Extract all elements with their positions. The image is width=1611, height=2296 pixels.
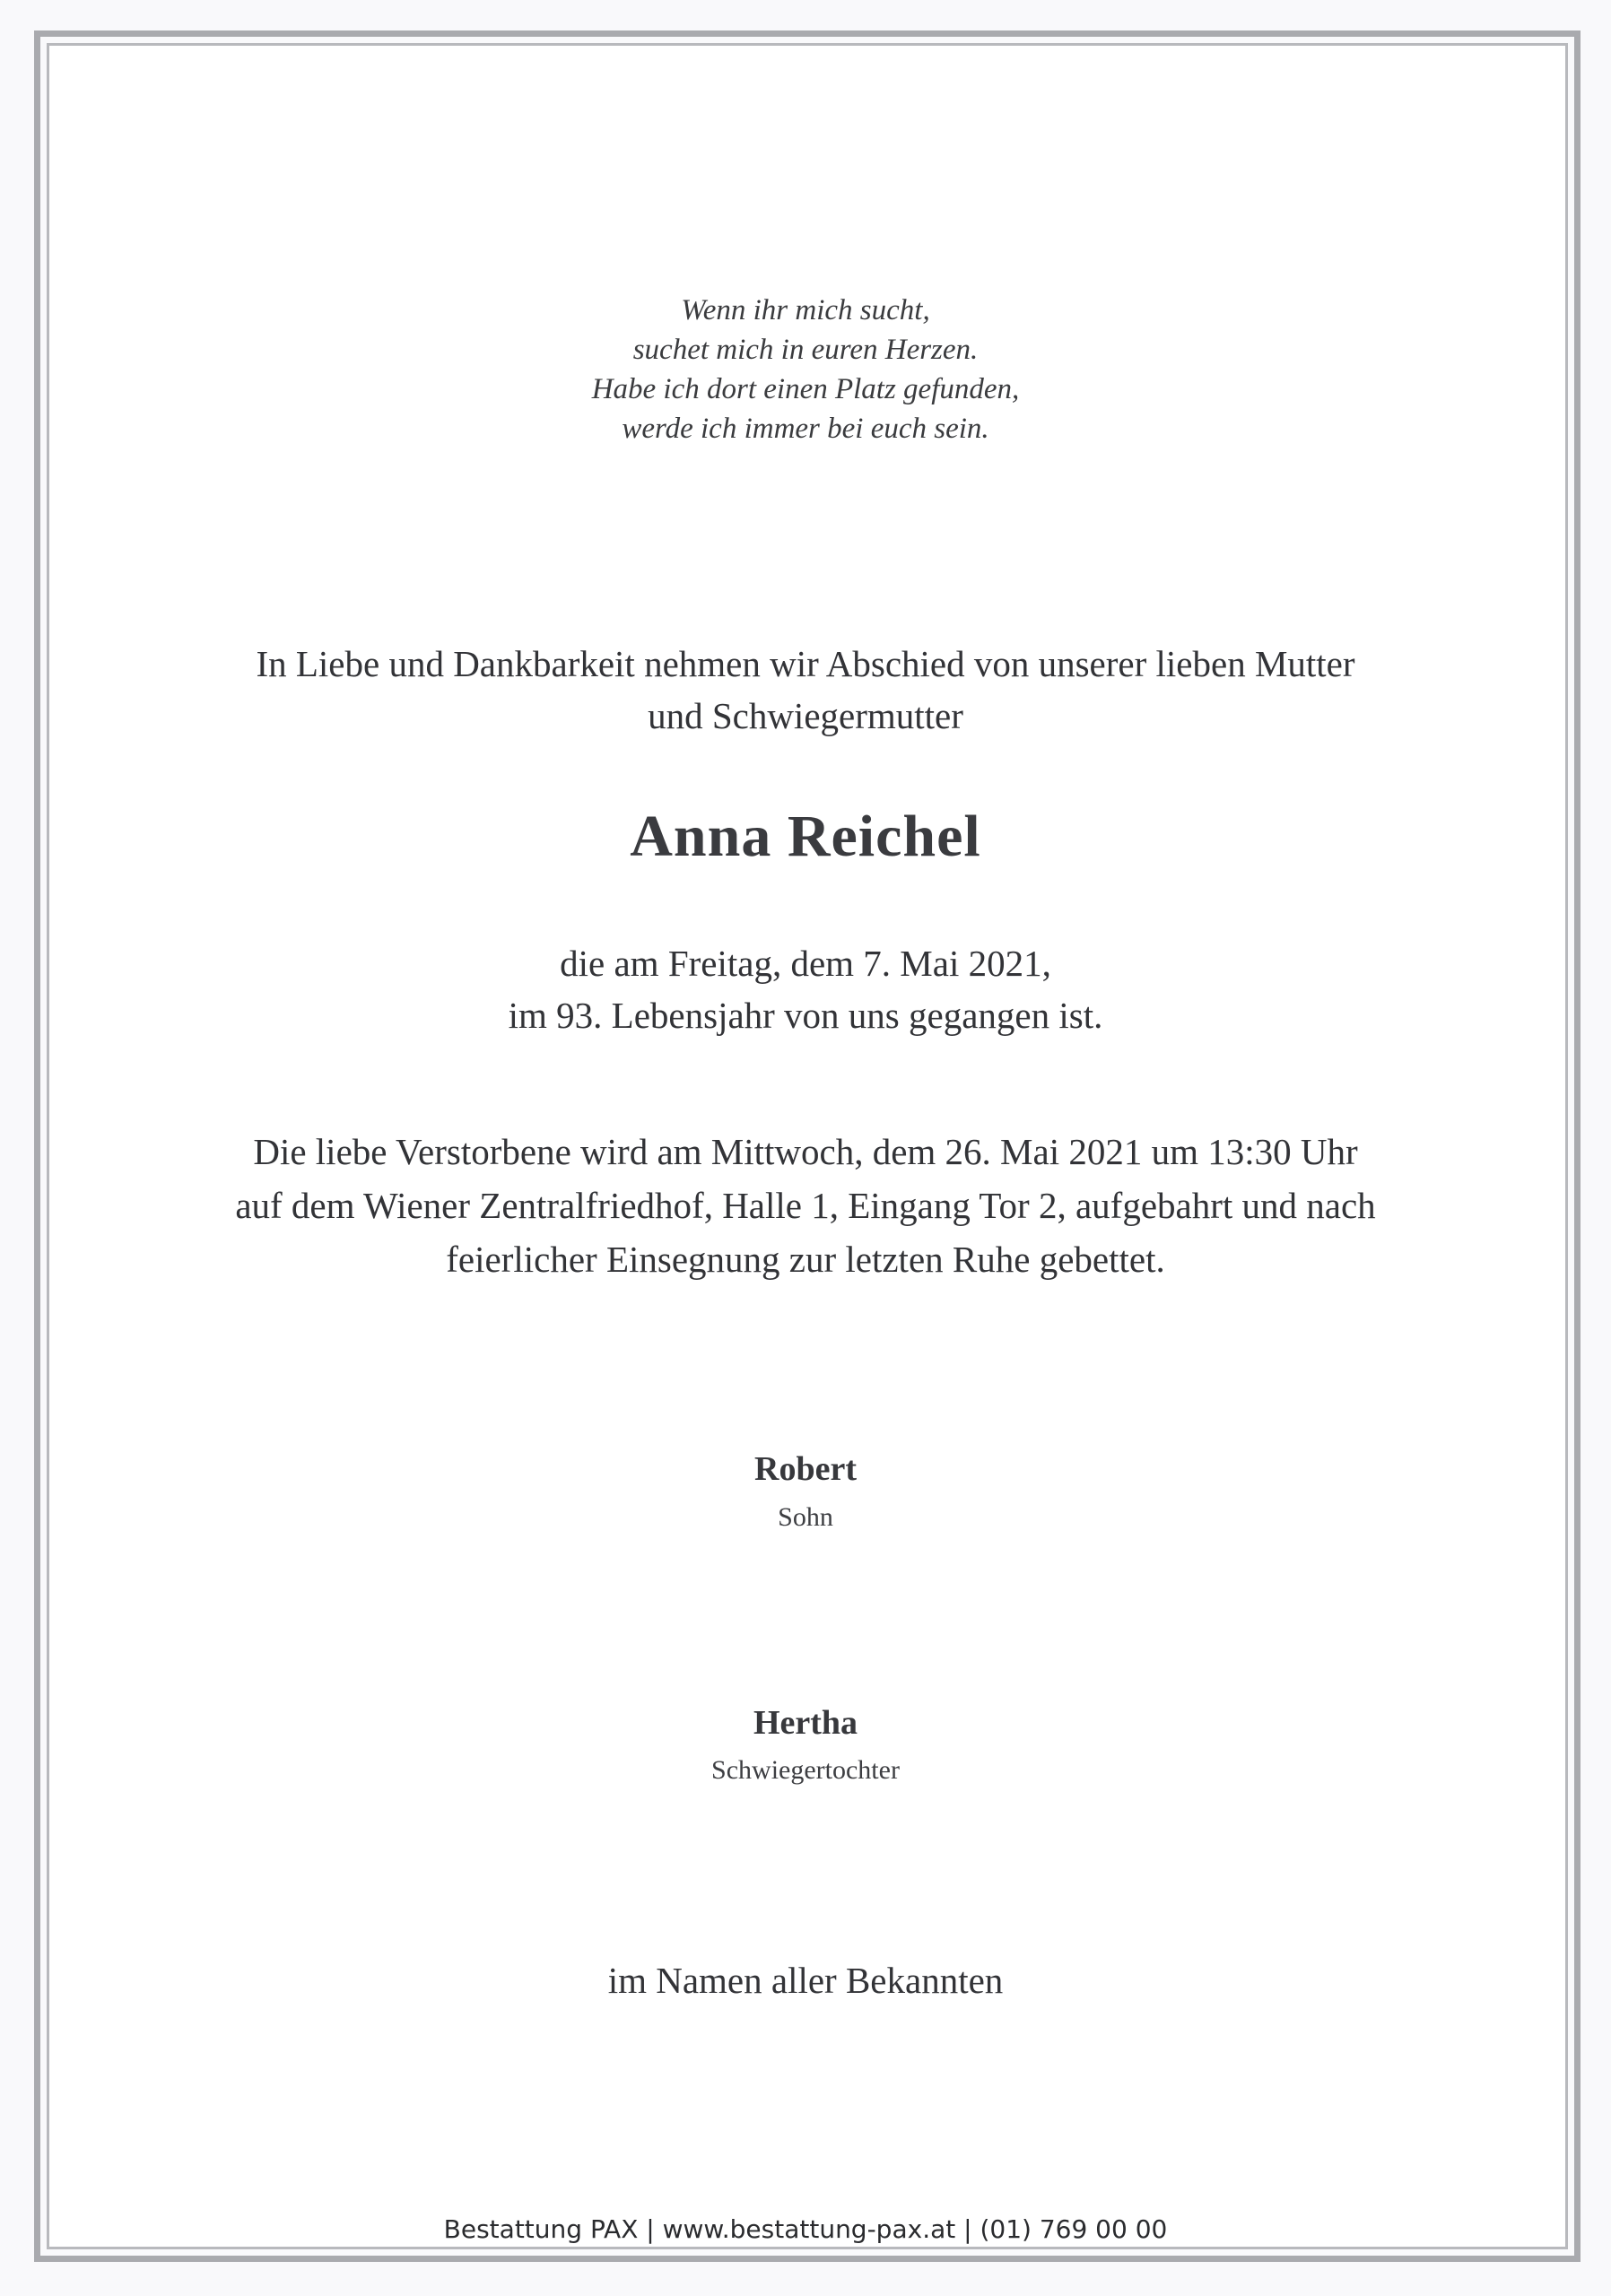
intro-line-1: In Liebe und Dankbarkeit nehmen wir Abschied von unserer lieben Mutter xyxy=(256,643,1355,684)
funeral-line-2: auf dem Wiener Zentralfriedhof, Halle 1, Eingang Tor 2, aufgebahrt und nach xyxy=(235,1185,1376,1226)
mourner-relation: Schwiegertochter xyxy=(711,1755,900,1785)
footer-contact: Bestattung PAX | www.bestattung-pax.at | (01) 769 00 00 xyxy=(443,2214,1168,2244)
poem-line-3: Habe ich dort einen Platz gefunden, xyxy=(591,373,1020,405)
poem-line-1: Wenn ihr mich sucht, xyxy=(681,294,930,326)
closing-text: im Namen aller Bekannten xyxy=(607,1960,1004,2001)
poem-line-4: werde ich immer bei euch sein. xyxy=(622,413,989,445)
mourner-relation: Sohn xyxy=(778,1502,833,1532)
deceased-name: Anna Reichel xyxy=(630,804,981,869)
death-info-line-2: im 93. Lebensjahr von uns gegangen ist. xyxy=(508,995,1103,1036)
mourner-name: Robert xyxy=(754,1450,857,1488)
funeral-line-3: feierlicher Einsegnung zur letzten Ruhe gebettet. xyxy=(446,1239,1165,1280)
intro-line-2: und Schwiegermutter xyxy=(648,695,963,736)
funeral-line-1: Die liebe Verstorbene wird am Mittwoch, dem 26. Mai 2021 um 13:30 Uhr xyxy=(253,1131,1358,1172)
mourner-name: Hertha xyxy=(753,1704,858,1742)
death-info-line-1: die am Freitag, dem 7. Mai 2021, xyxy=(560,943,1051,984)
poem-line-2: suchet mich in euren Herzen. xyxy=(632,334,979,366)
